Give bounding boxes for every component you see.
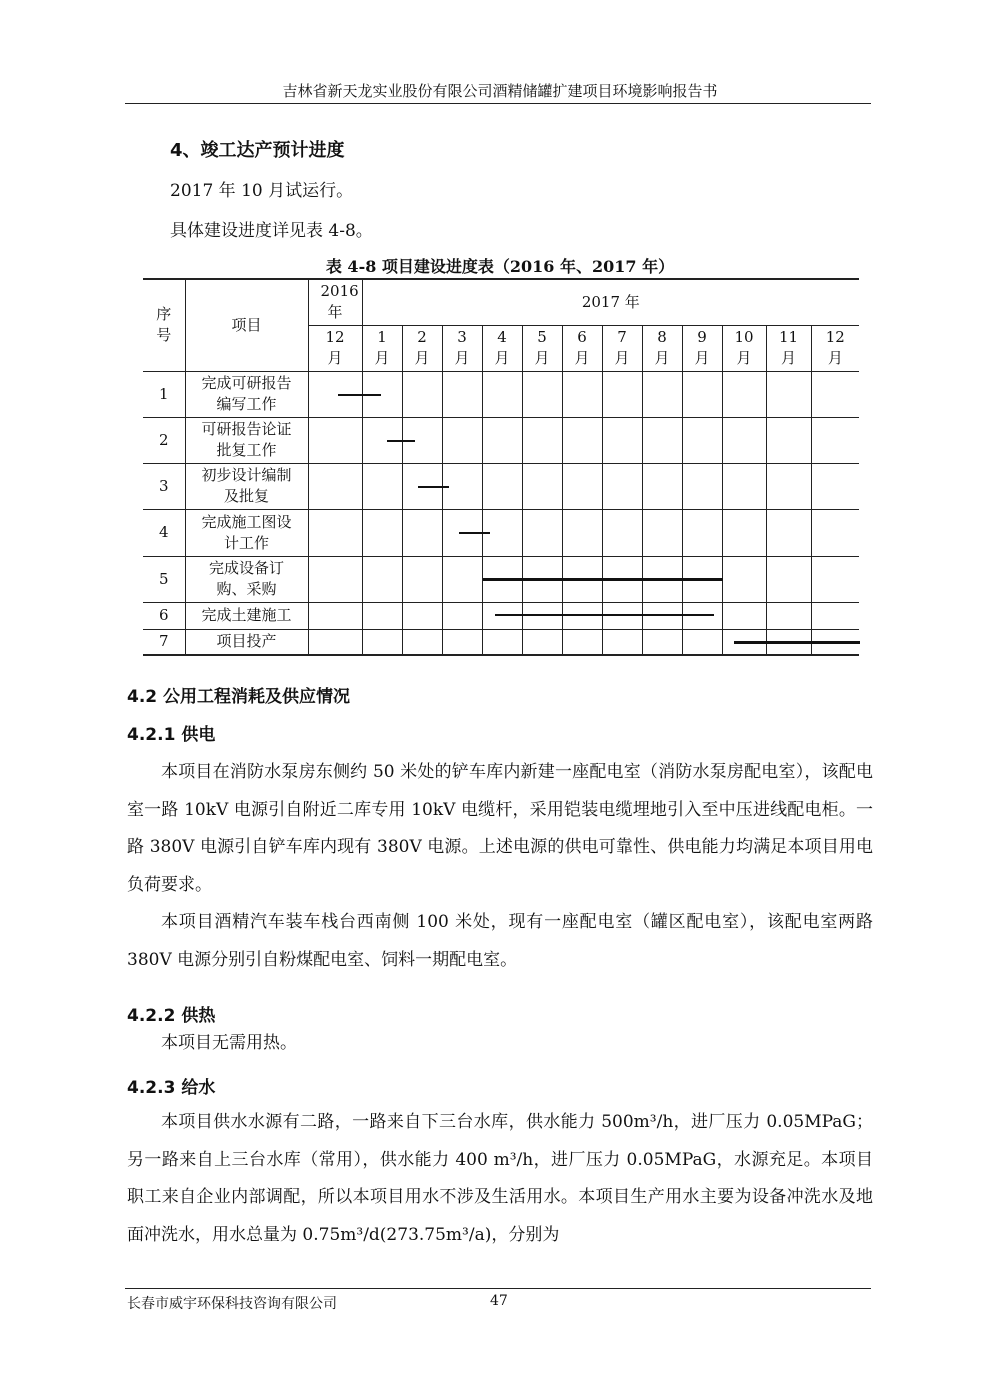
month-cell: 8月 (642, 325, 682, 371)
section-4-title: 4、竣工达产预计进度 (170, 140, 345, 161)
footer-rule (125, 1288, 871, 1289)
water-supply-text (127, 1104, 873, 1254)
table-reference-line: 具体建设进度详见表 4-8。 (170, 221, 373, 241)
gantt-bar (387, 440, 403, 442)
table-row (143, 556, 859, 602)
gantt-bar (459, 532, 483, 534)
table-row (143, 602, 859, 629)
gantt-cell (642, 556, 682, 602)
month-cell: 11月 (766, 325, 811, 371)
row-item: 可研报告论证批复工作 (185, 417, 308, 463)
month-cell: 12月 (811, 325, 859, 371)
section-4-2-title: 4.2 公用工程消耗及供应情况 (127, 687, 351, 707)
gantt-cell (642, 602, 682, 629)
table-row (143, 371, 859, 417)
section-4-2-1-title: 4.2.1 供电 (127, 725, 216, 745)
gantt-cell (722, 629, 766, 655)
gantt-bar (418, 486, 443, 488)
header-no: 序号 (143, 279, 185, 371)
row-number: 1 (143, 371, 185, 417)
gantt-bar (734, 641, 767, 644)
gantt-bar (523, 578, 563, 581)
table-row (143, 417, 859, 463)
gantt-cell (362, 417, 402, 463)
gantt-bar (563, 614, 603, 616)
gantt-cell (482, 556, 522, 602)
row-item: 完成土建施工 (185, 602, 308, 629)
section-4-2-3-title: 4.2.3 给水 (127, 1078, 216, 1098)
month-cell: 6月 (562, 325, 602, 371)
paragraph: 本项目供水水源有二路，一路来自下三台水库，供水能力 500m³/h，进厂压力 0.05MPaG；另一路来自上三台水库（常用），供水能力 400 m³/h，进厂压力 0.05MPaG，水源充足。本项目职工来自企业内部调配，所以本项目用水不涉及生活用水。本项目生产用水主要为设备冲洗水及地面冲洗水，用水总量为 0.75m³/d(273.75m³/a)，分别为 (127, 1112, 873, 1245)
gantt-bar (403, 440, 415, 442)
gantt-bar (563, 578, 603, 581)
month-cell: 1月 (362, 325, 402, 371)
row-number: 7 (143, 629, 185, 655)
table-row (143, 509, 859, 556)
gantt-cell (402, 463, 442, 509)
gantt-cell (682, 602, 722, 629)
gantt-bar (603, 578, 643, 581)
gantt-bar (483, 578, 523, 581)
gantt-cell (442, 509, 482, 556)
month-cell: 3月 (442, 325, 482, 371)
header-rule (125, 103, 871, 104)
page-number: 47 (490, 1293, 508, 1309)
gantt-bar (683, 614, 714, 616)
month-cell: 10月 (722, 325, 766, 371)
gantt-cell (482, 602, 522, 629)
trial-run-line: 2017 年 10 月试运行。 (170, 181, 354, 201)
month-cell: 7月 (602, 325, 642, 371)
gantt-cell (522, 602, 562, 629)
header-2017: 2017 年 (362, 279, 859, 325)
row-item: 完成施工图设计工作 (185, 509, 308, 556)
gantt-cell (362, 371, 402, 417)
section-4-2-2-title: 4.2.2 供热 (127, 1006, 216, 1026)
month-cell: 9月 (682, 325, 722, 371)
row-number: 2 (143, 417, 185, 463)
gantt-cell (602, 556, 642, 602)
gantt-cell (562, 556, 602, 602)
gantt-bar (643, 614, 683, 616)
gantt-bar (603, 614, 643, 616)
header-2016: 2016年 (308, 279, 362, 325)
paragraph: 本项目酒精汽车装车栈台西南侧 100 米处，现有一座配电室（罐区配电室），该配电室两路 380V 电源分别引自粉煤配电室、饲料一期配电室。 (127, 912, 873, 970)
month-cell: 4月 (482, 325, 522, 371)
schedule-table (143, 278, 859, 656)
table-row (143, 629, 859, 655)
gantt-bar (363, 394, 381, 396)
gantt-bar (523, 614, 563, 616)
row-item: 初步设计编制及批复 (185, 463, 308, 509)
gantt-cell (602, 602, 642, 629)
row-number: 4 (143, 509, 185, 556)
table-caption: 表 4-8 项目建设进度表（2016 年、2017 年） (325, 257, 675, 276)
row-number: 6 (143, 602, 185, 629)
gantt-bar (812, 641, 860, 644)
gantt-cell (682, 556, 722, 602)
heating-text (127, 1025, 873, 1063)
gantt-cell (522, 556, 562, 602)
gantt-cell (482, 509, 522, 556)
power-supply-text (127, 754, 873, 979)
gantt-bar (443, 486, 449, 488)
gantt-cell (402, 417, 442, 463)
paragraph: 本项目在消防水泵房东侧约 50 米处的铲车库内新建一座配电室（消防水泵房配电室），该配电室一路 10kV 电源引自附近二库专用 10kV 电缆杆，采用铠装电缆埋地引入至中压进线配电柜。一路 380V 电源引自铲车库内现有 380V 电源。上述电源的供电可靠性、供电能力均满足本项目用电负荷要求。 (127, 762, 873, 895)
month-cell: 2月 (402, 325, 442, 371)
gantt-bar (495, 614, 523, 616)
row-item: 项目投产 (185, 629, 308, 655)
paragraph: 本项目无需用热。 (161, 1033, 297, 1053)
table-row (143, 463, 859, 509)
running-header: 吉林省新天龙实业股份有限公司酒精储罐扩建项目环境影响报告书 (282, 82, 718, 100)
month-cell: 12月 (308, 325, 362, 371)
gantt-cell (308, 371, 362, 417)
gantt-bar (643, 578, 683, 581)
gantt-cell (811, 629, 859, 655)
row-number: 3 (143, 463, 185, 509)
gantt-cell (766, 629, 811, 655)
header-item: 项目 (185, 279, 308, 371)
row-number: 5 (143, 556, 185, 602)
gantt-cell (562, 602, 602, 629)
gantt-bar (338, 394, 363, 396)
row-item: 完成设备订购、采购 (185, 556, 308, 602)
gantt-bar (483, 532, 490, 534)
gantt-cell (442, 463, 482, 509)
gantt-bar (683, 578, 723, 581)
gantt-bar (767, 641, 812, 644)
month-cell: 5月 (522, 325, 562, 371)
row-item: 完成可研报告编写工作 (185, 371, 308, 417)
footer-company: 长春市威宇环保科技咨询有限公司 (127, 1296, 337, 1312)
